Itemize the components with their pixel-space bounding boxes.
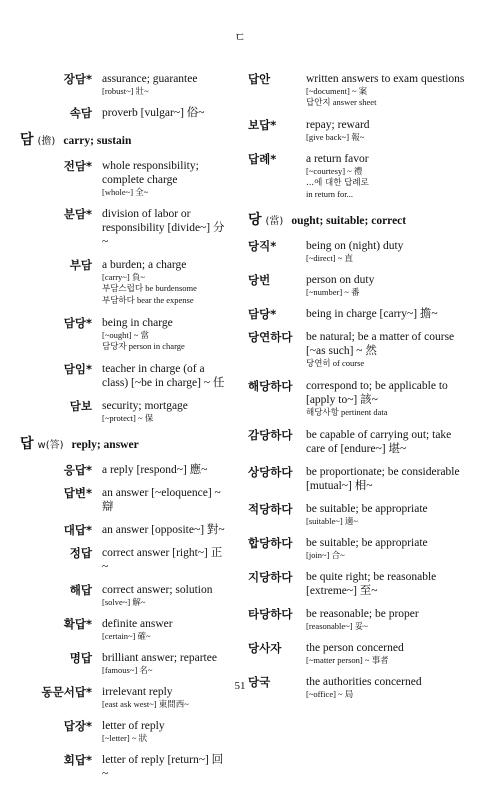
subentry-english: be burdensome [145,283,197,293]
entry-definition [102,523,228,537]
entry-definition [102,486,228,514]
section-hanja: (當) [265,216,284,227]
subentry-english: pertinent data [340,407,388,417]
entry-headword: 합당하다 [248,536,293,550]
entry-gloss: letter of reply [return~] 回~ [102,754,224,780]
entry-definition [306,307,470,321]
page-number: 51 [234,680,246,692]
entry-headword: 답안 [248,72,271,86]
entry-headword: 응답* [63,463,92,477]
entry-note: [east ask west~] 東問西~ [102,699,189,709]
entry-gloss: the authorities concerned [306,676,422,688]
subentry-korean: 부담하다 [102,296,135,306]
entry-headword: 전담* [63,159,92,173]
entry-definition [102,617,228,642]
dictionary-entry [20,316,228,353]
dictionary-entry [20,207,228,249]
entry-note: [~ought] ~ 當 [102,330,149,340]
entry-gloss: definite answer [102,618,173,630]
entry-note: [~protect] ~ 保 [102,413,154,423]
subentry-korean: 부담스럽다 [102,284,144,294]
entry-gloss: being in charge [102,317,173,329]
dictionary-entry [248,465,470,493]
entry-definition [306,607,470,632]
entry-note: [certain~] 確~ [102,631,151,641]
dictionary-entry [248,72,470,109]
dictionary-entry [20,258,228,307]
entry-note: [~number] ~ 番 [306,287,360,297]
entry-note: [suitable~] 適~ [306,516,358,526]
section-headword: 답 [20,436,34,452]
section-hanja: w(答) [37,440,64,451]
subentry-english: answer sheet [332,97,377,107]
dictionary-entry [20,583,228,608]
entry-headword: 부담 [69,258,92,272]
entry-subentry [306,189,470,200]
subentry-english: bear the expense [136,295,194,305]
entry-headword: 당사자 [248,641,282,655]
entry-headword: 답변* [63,486,92,500]
dictionary-entry [20,523,228,537]
entry-note: [solve~] 解~ [102,597,146,607]
entry-subentry [102,295,228,307]
entry-headword: 명답 [69,651,92,665]
entry-gloss: be suitable; be appropriate [306,503,428,515]
dictionary-entry [20,72,228,97]
entry-subentry [306,358,470,370]
entry-definition [306,152,470,200]
dictionary-entry [248,502,470,527]
entry-headword: 담당* [63,316,92,330]
entry-note: [famous~] 名~ [102,665,153,675]
entry-definition [102,159,228,198]
entry-definition [306,239,470,264]
entry-gloss: repay; reward [306,119,370,131]
entry-gloss: whole responsibility; complete charge [102,160,199,186]
entry-headword: 답례* [248,152,277,166]
entry-definition [102,546,228,574]
section-hanja: (擔) [37,136,56,147]
subentry-english: of course [332,358,365,368]
entry-gloss: correspond to; be applicable to [apply to~] 該~ [306,380,448,406]
entry-note: [carry~] 負~ [102,272,145,282]
entry-definition [306,536,470,561]
entry-gloss: be reasonable; be proper [306,608,419,620]
dictionary-entry [20,486,228,514]
entry-definition [102,258,228,307]
entry-definition [102,316,228,353]
entry-definition [306,379,470,419]
entry-note: [~matter person] ~ 事者 [306,655,389,665]
dictionary-entry [248,330,470,370]
entry-definition [102,362,228,390]
entry-headword: 지당하다 [248,570,293,584]
dictionary-entry [20,719,228,744]
entry-definition [102,753,228,781]
dictionary-entry [248,379,470,419]
subentry-korean: 해당사항 [306,408,339,418]
entry-headword: 담당* [248,307,277,321]
section-headword: 담 [20,132,34,148]
entry-definition [306,273,470,298]
section-heading [20,433,228,453]
entry-definition [102,583,228,608]
entry-definition [306,465,470,493]
entry-gloss: brilliant answer; repartee [102,652,217,664]
entry-headword: 대답* [63,523,92,537]
entry-definition [306,330,470,370]
entry-gloss: a return favor [306,153,369,165]
entry-note: [~office] ~ 局 [306,689,354,699]
subentry-korean: 담당자 [102,342,127,352]
entry-gloss: written answers to exam questions [306,73,465,85]
entry-note: [whole~] 全~ [102,187,149,197]
dictionary-entry [20,362,228,390]
entry-subentry [102,341,228,353]
entry-headword: 감당하다 [248,428,293,442]
entry-note: [~direct] ~ 直 [306,253,353,263]
dictionary-entry [20,617,228,642]
entry-gloss: being on (night) duty [306,240,404,252]
entry-gloss: proverb [vulgar~] 俗~ [102,107,205,119]
entry-headword: 해당하다 [248,379,293,393]
section-headword: 당 [248,212,262,228]
dictionary-entry [20,159,228,198]
entry-headword: 당국 [248,675,271,689]
entry-headword: 회답* [63,753,92,767]
entry-headword: 적당하다 [248,502,293,516]
dictionary-entry [20,753,228,781]
section-heading [20,129,228,149]
page-header-mark: ㄷ [234,30,246,44]
dictionary-entry [20,463,228,477]
entry-definition [306,428,470,456]
entry-gloss: an answer [~eloquence] ~ 辯 [102,487,221,513]
entry-subentry [306,407,470,419]
dictionary-entry [248,428,470,456]
subentry-english: in return for... [306,189,353,199]
entry-headword: 동문서답* [41,685,92,699]
entry-definition [102,463,228,477]
entry-note: [robust~] 壯~ [102,86,149,96]
entry-note: [~courtesy] ~ 禮 [306,166,363,176]
entry-headword: 담보 [69,399,92,413]
entry-definition [102,399,228,424]
entry-gloss: be suitable; be appropriate [306,537,428,549]
entry-gloss: being in charge [carry~] 擔~ [306,308,438,320]
entry-gloss: be quite right; be reasonable [extreme~] 至~ [306,571,437,597]
entry-gloss: division of labor or responsibility [divide~] 分~ [102,208,225,248]
dictionary-entry [248,536,470,561]
entry-note: [~letter] ~ 狀 [102,733,148,743]
dictionary-entry [248,152,470,200]
entry-headword: 당번 [248,273,271,287]
subentry-korean: 답안지 [306,98,331,108]
entry-headword: 담임* [63,362,92,376]
entry-subentry [102,283,228,295]
entry-definition [306,72,470,109]
entry-subentry [306,97,470,109]
entry-gloss: teacher in charge (of a class) [~be in charge] ~ 任 [102,363,225,389]
entry-gloss: be natural; be a matter of course [~as such] ~ 然 [306,331,455,357]
subentry-korean: 당연히 [306,359,331,369]
subentry-korean: ...에 대한 답례로 [306,178,369,188]
entry-headword: 보답* [248,118,277,132]
entry-note: [give back~] 報~ [306,132,365,142]
entry-gloss: a burden; a charge [102,259,187,271]
entry-definition [306,502,470,527]
dictionary-entry [248,607,470,632]
entry-gloss: person on duty [306,274,375,286]
dictionary-entry [20,546,228,574]
entry-gloss: correct answer [right~] 正~ [102,547,223,573]
entry-definition [102,106,228,120]
dictionary-entry [248,118,470,143]
dictionary-entry [248,570,470,598]
dictionary-entry [20,399,228,424]
entry-headword: 타당하다 [248,607,293,621]
entry-gloss: a reply [respond~] 應~ [102,464,208,476]
entry-note: [reasonable~] 妥~ [306,621,368,631]
dictionary-entry [248,273,470,298]
subentry-english: person in charge [128,341,185,351]
entry-headword: 해답 [69,583,92,597]
entry-gloss: be capable of carrying out; take care of [endure~] 堪~ [306,429,452,455]
right-column [248,72,470,709]
entry-gloss: assurance; guarantee [102,73,198,85]
dictionary-entry [248,307,470,321]
entry-headword: 상당하다 [248,465,293,479]
entry-definition [102,719,228,744]
entry-definition [102,207,228,249]
entry-headword: 당직* [248,239,277,253]
entry-gloss: security; mortgage [102,400,188,412]
dictionary-entry [248,641,470,666]
entry-gloss: irrelevant reply [102,686,173,698]
entry-gloss: an answer [opposite~] 對~ [102,524,225,536]
section-gloss: reply; answer [71,439,139,451]
entry-note: [join~] 合~ [306,550,345,560]
dictionary-entry [20,651,228,676]
entry-gloss: the person concerned [306,642,404,654]
entry-definition [102,72,228,97]
entry-headword: 분담* [63,207,92,221]
section-gloss: carry; sustain [63,135,132,147]
section-gloss: ought; suitable; correct [291,215,407,227]
entry-definition [306,118,470,143]
dictionary-entry [248,239,470,264]
entry-gloss: correct answer; solution [102,584,213,596]
section-heading [248,209,470,229]
entry-headword: 확답* [63,617,92,631]
entry-gloss: be proportionate; be considerable [mutual~] 相~ [306,466,460,492]
entry-headword: 장담* [63,72,92,86]
dictionary-entry [20,106,228,120]
entry-definition [306,641,470,666]
entry-headword: 당연하다 [248,330,293,344]
entry-headword: 정답 [69,546,92,560]
entry-subentry [306,177,470,189]
entry-note: [~document] ~ 案 [306,86,368,96]
entry-definition [102,651,228,676]
entry-gloss: letter of reply [102,720,165,732]
entry-headword: 답장* [63,719,92,733]
entry-definition [306,570,470,598]
entry-headword: 속담 [69,106,92,120]
